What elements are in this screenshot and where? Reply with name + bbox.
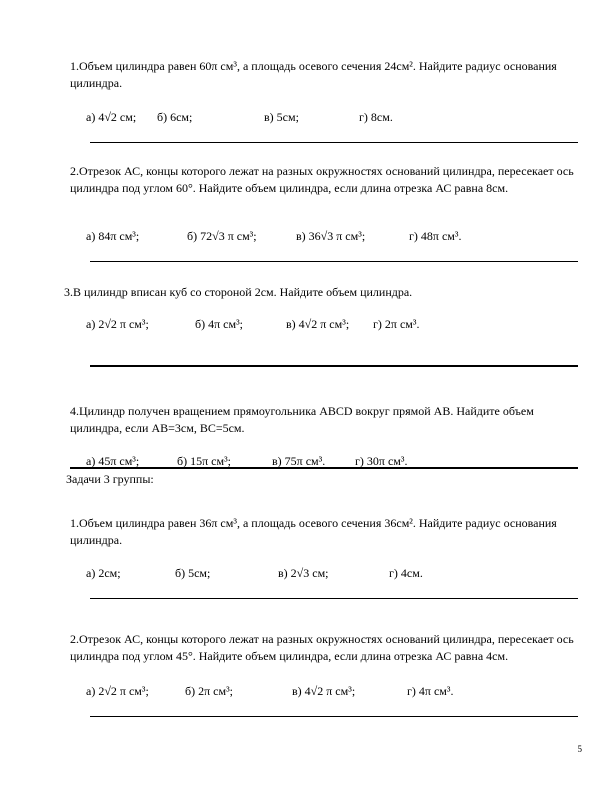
answer-b: б) 6см; <box>157 110 193 124</box>
answer-c: в) 4√2 π см³; <box>292 684 356 698</box>
answer-d: г) 2π см³. <box>373 317 420 331</box>
question-text: 3.В цилиндр вписан куб со стороной 2см. Найдите объем цилиндра. <box>64 285 413 299</box>
answer-options <box>86 316 586 332</box>
answer-c: в) 36√3 π см³; <box>296 229 366 243</box>
answer-b: б) 4π см³; <box>195 317 244 331</box>
answer-options <box>86 228 586 244</box>
answer-a: а) 4√2 см; <box>86 110 137 124</box>
answer-options <box>86 565 586 581</box>
answer-a: а) 2√2 π см³; <box>86 317 149 331</box>
answer-b: б) 2π см³; <box>185 684 234 698</box>
page-number: 5 <box>577 744 582 754</box>
answer-d: г) 4см. <box>389 566 423 580</box>
divider-line <box>70 467 578 469</box>
answer-a: а) 2см; <box>86 566 121 580</box>
answer-a: а) 45π см³; <box>86 454 140 468</box>
question-text: 1.Объем цилиндра равен 36π см³, а площадь осевого сечения 36см². Найдите радиус основания цилиндра. <box>70 516 557 547</box>
answer-d: г) 48π см³. <box>409 229 462 243</box>
answer-c: в) 5см; <box>264 110 299 124</box>
answer-c: в) 2√3 см; <box>278 566 329 580</box>
section-heading: Задачи 3 группы: <box>66 472 154 486</box>
question-text: 4.Цилиндр получен вращением прямоугольника АВСD вокруг прямой АВ. Найдите объем цилиндра, если АВ=3см, ВС=5см. <box>70 404 534 435</box>
divider-line <box>90 716 578 717</box>
divider-line <box>90 365 578 367</box>
answer-d: г) 30π см³. <box>355 454 408 468</box>
question-text: 1.Объем цилиндра равен 60π см³, а площадь осевого сечения 24см². Найдите радиус основания цилиндра. <box>70 59 557 90</box>
answer-b: б) 5см; <box>175 566 211 580</box>
answer-a: а) 2√2 π см³; <box>86 684 149 698</box>
question-text: 2.Отрезок АС, концы которого лежат на разных окружностях оснований цилиндра, пересекает ось цилиндра под углом 60°. Найдите объем цилиндра, если длина отрезка АС равна 8см. <box>70 164 574 195</box>
question-text: 2.Отрезок АС, концы которого лежат на разных окружностях оснований цилиндра, пересекает ось цилиндра под углом 45°. Найдите объем цилиндра, если длина отрезка АС равна 4см. <box>70 632 574 663</box>
divider-line <box>90 261 578 262</box>
answer-c: в) 75π см³. <box>272 454 326 468</box>
answer-b: б) 15π см³; <box>177 454 232 468</box>
answer-options <box>86 109 586 125</box>
answer-c: в) 4√2 π см³; <box>286 317 350 331</box>
answer-d: г) 4π см³. <box>407 684 454 698</box>
answer-options <box>86 683 586 699</box>
answer-b: б) 72√3 π см³; <box>187 229 257 243</box>
divider-line <box>90 598 578 599</box>
divider-line <box>90 142 578 143</box>
answer-a: а) 84π см³; <box>86 229 140 243</box>
answer-d: г) 8см. <box>359 110 393 124</box>
